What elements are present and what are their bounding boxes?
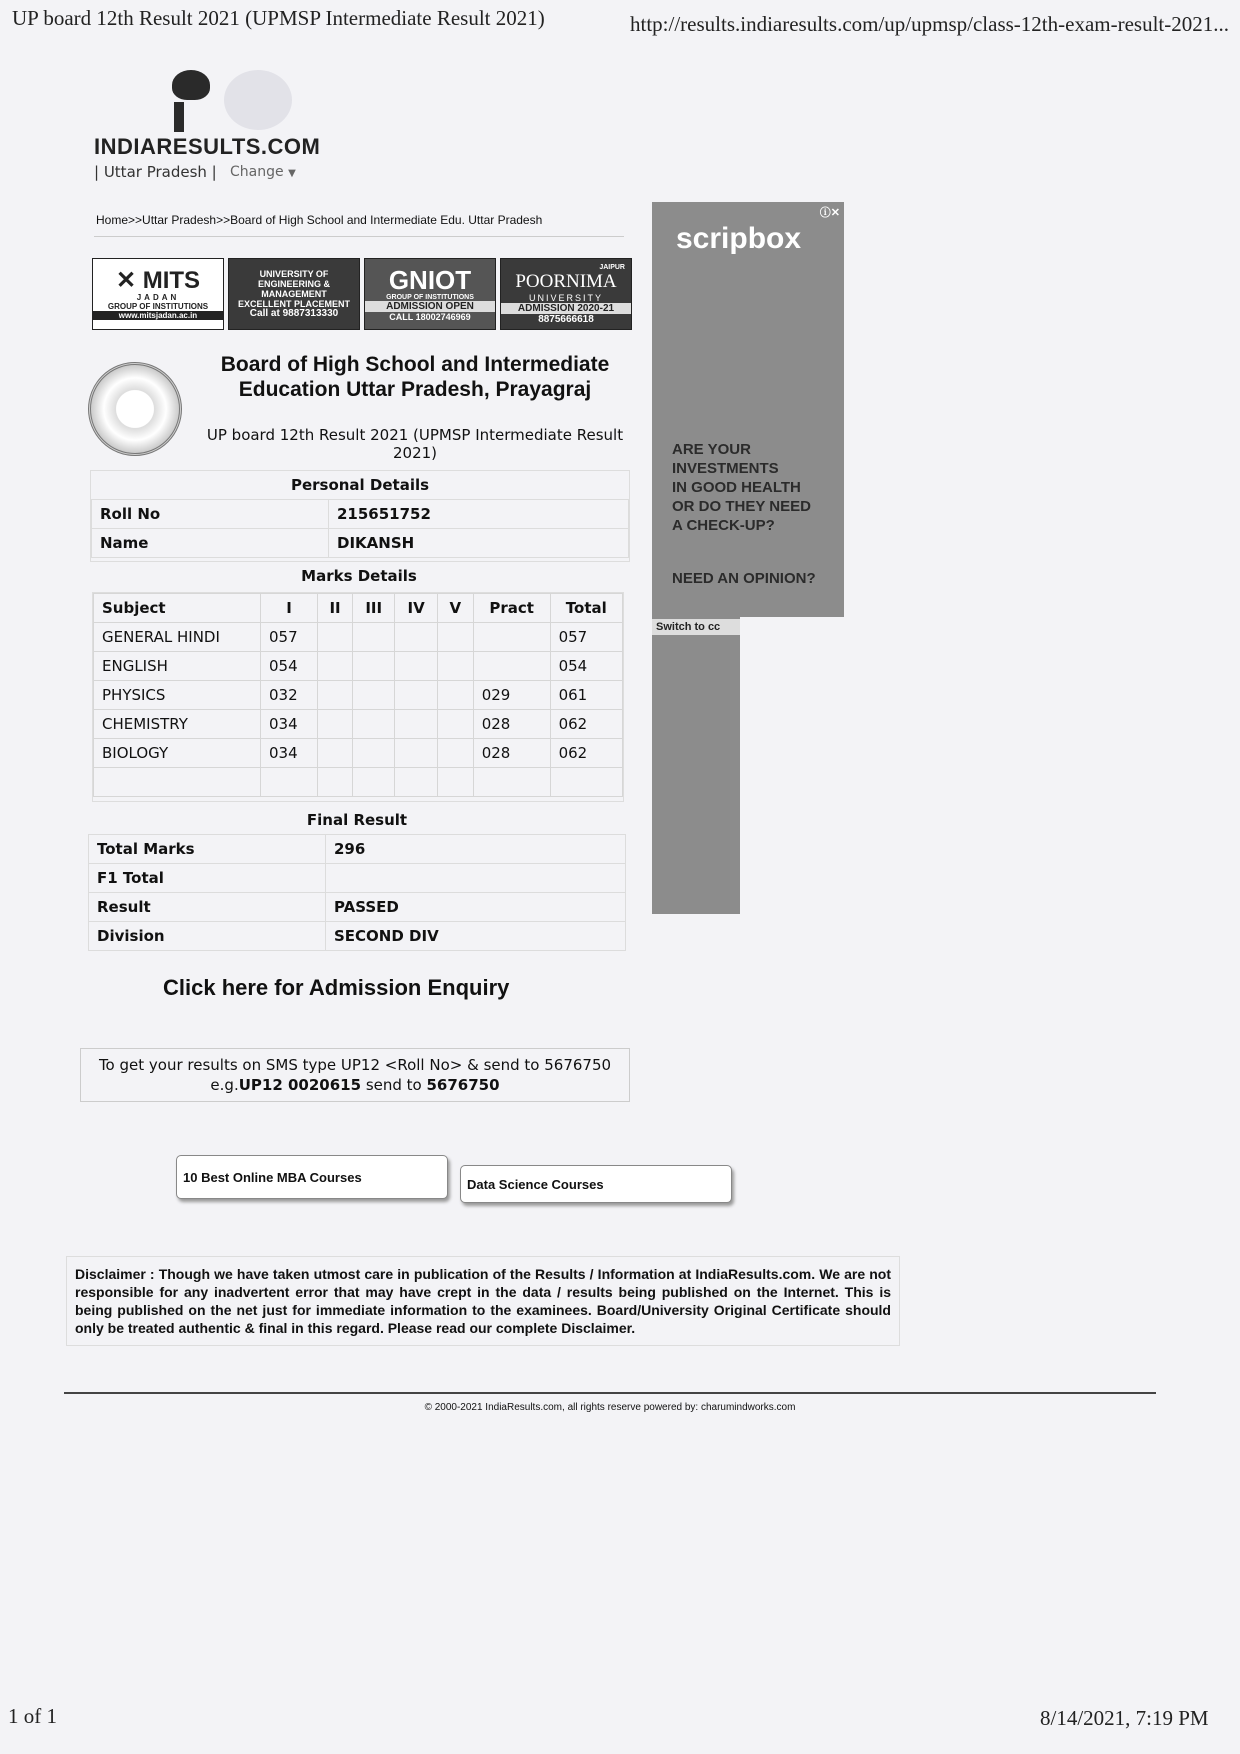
marks-cell [353,652,395,681]
mits-group: GROUP OF INSTITUTIONS [107,301,209,311]
change-label: Change [230,164,284,180]
subtitle-line1: UP board 12th Result 2021 (UPMSP Intermediate Result [206,426,624,444]
marks-cell [437,710,473,739]
table-row [94,623,623,652]
marks-col-header: II [317,594,352,623]
breadcrumb-sep: >> [128,213,143,227]
copyright: © 2000-2021 IndiaResults.com, all rights reserve powered by: charumindworks.com [424,1402,796,1413]
marks-cell [353,739,395,768]
breadcrumb-state[interactable]: Uttar Pradesh [142,213,217,227]
marks-cell: 032 [261,681,318,710]
logo-head-icon [172,70,210,100]
marks-cell: 028 [473,710,550,739]
gniot-phone: CALL 18002746969 [389,312,471,322]
sms-line2 [81,1075,629,1095]
ad-line3: IN GOOD HEALTH [672,479,801,496]
table-row [94,710,623,739]
ad-cta: NEED AN OPINION? [672,570,816,587]
sms-line1: To get your results on SMS type UP12 <Roll No> & send to 5676750 [98,1056,612,1074]
gniot-name: GNIOT [388,265,472,295]
data-science-courses-button[interactable]: Data Science Courses [460,1165,732,1203]
marks-cell: 062 [550,739,622,768]
print-url: http://results.indiaresults.com/up/upmsp/class-12th-exam-result-2021... [630,12,1229,36]
subject-cell: CHEMISTRY [94,710,261,739]
marks-cell: 061 [550,681,622,710]
marks-cell [473,652,550,681]
marks-cell: 029 [473,681,550,710]
mba-courses-button[interactable]: 10 Best Online MBA Courses [176,1155,448,1199]
table-row [89,864,626,893]
result-label: Result [89,893,326,922]
personal-details-table [91,499,629,558]
total-marks-label: Total Marks [89,835,326,864]
scripbox-brand: scripbox [676,222,802,255]
mits-sub: JADAN [136,292,180,302]
sms-info-box [80,1048,630,1102]
marks-cell: 062 [550,710,622,739]
marks-cell [395,652,438,681]
marks-cell [317,739,352,768]
uem-phone: Call at 9887313330 [249,308,339,319]
sms-example-prefix: e.g. [210,1076,239,1094]
breadcrumb-home[interactable]: Home [96,213,129,227]
disclaimer: Disclaimer : Though we have taken utmost care in publication of the Results / Information at IndiaResults.com. We are not responsible for any inadvertent error that may have crept in the data / results being published on the Internet. This is being published on the net just for immediate information to the examinees. Board/University Original Certificate should only be treated authentic & final in this regard. Please read our complete Disclaimer. [66,1256,900,1346]
sms-example-number: 5676750 [426,1076,500,1094]
name-value: DIKANSH [329,529,629,558]
marks-col-header: V [437,594,473,623]
uem-ad[interactable] [228,258,360,330]
personal-details-heading: Personal Details [290,476,430,494]
empty-cell [261,768,318,797]
board-title-line1: Board of High School and Intermediate [220,353,610,376]
result-value: PASSED [326,893,626,922]
empty-cell [353,768,395,797]
sms-example-mid: send to [361,1076,427,1094]
uem-line4: EXCELLENT PLACEMENT [237,299,350,309]
marks-header-row [94,594,623,623]
poornima-name: POORNIMA [515,270,617,292]
final-result-panel [88,834,626,951]
ad-line2: INVESTMENTS [672,460,779,477]
marks-col-header: Subject [94,594,261,623]
empty-cell [317,768,352,797]
marks-cell: 057 [550,623,622,652]
poornima-tag: JAIPUR [599,263,625,271]
table-row [92,529,629,558]
mits-url: www.mitsjadan.ac.in [93,311,223,320]
state-map-icon [224,70,292,130]
gniot-line: ADMISSION OPEN [365,301,495,312]
marks-details-heading: Marks Details [301,567,417,585]
ad-strip [92,258,632,330]
subject-cell: GENERAL HINDI [94,623,261,652]
gniot-sub: GROUP OF INSTITUTIONS [386,294,474,301]
roll-value: 215651752 [329,500,629,529]
marks-cell: 054 [550,652,622,681]
uem-line2: ENGINEERING & [257,279,330,289]
table-row [89,835,626,864]
result-subtitle [190,426,640,462]
marks-cell [395,623,438,652]
marks-cell: 034 [261,739,318,768]
mits-ad[interactable] [92,258,224,330]
caret-down-icon: ▼ [288,168,296,179]
footer-divider [64,1392,1156,1394]
personal-details-panel [90,470,630,562]
marks-col-header: III [353,594,395,623]
marks-col-header: Total [550,594,622,623]
table-row [94,681,623,710]
final-result-table [88,834,626,951]
marks-col-header: IV [395,594,438,623]
ad-line5: A CHECK-UP? [672,517,775,534]
ad-switch-panel [652,617,740,914]
empty-cell [550,768,622,797]
mits-name: MITS [142,266,201,294]
subject-cell: BIOLOGY [94,739,261,768]
marks-cell [437,739,473,768]
sms-example-code: UP12 0020615 [238,1076,362,1094]
empty-cell [395,768,438,797]
up-government-seal [88,362,182,456]
empty-cell [473,768,550,797]
uem-line1: UNIVERSITY OF [259,269,329,279]
print-page-title: UP board 12th Result 2021 (UPMSP Intermediate Result 2021) [12,6,545,30]
breadcrumb-board[interactable]: Board of High School and Intermediate Edu. Uttar Pradesh [230,213,543,227]
change-state-link[interactable] [230,164,296,180]
marks-cell [353,623,395,652]
mits-star-icon: ✕ [115,266,137,294]
marks-cell [395,739,438,768]
state-label: | Uttar Pradesh | [94,163,217,181]
marks-cell [437,652,473,681]
ad-line1: ARE YOUR [672,441,751,458]
breadcrumb-sep: >> [216,213,231,227]
poornima-phone: 8875666618 [538,313,594,325]
marks-cell: 054 [261,652,318,681]
scripbox-ad[interactable] [652,202,844,617]
subject-cell: ENGLISH [94,652,261,681]
division-value: SECOND DIV [326,922,626,951]
marks-cell [353,710,395,739]
board-title [190,352,640,402]
marks-cell [353,681,395,710]
uem-line3: MANAGEMENT [261,289,327,299]
ad-close-icon[interactable]: ⓘ✕ [819,207,840,219]
marks-cell [395,710,438,739]
subject-cell: PHYSICS [94,681,261,710]
marks-table [93,593,623,797]
marks-cell: 028 [473,739,550,768]
marks-panel [92,592,624,802]
roll-label: Roll No [92,500,329,529]
breadcrumb-divider [94,236,624,237]
logo-bar-icon [174,102,184,132]
table-row [89,922,626,951]
name-label: Name [92,529,329,558]
marks-cell: 034 [261,710,318,739]
marks-cell [473,623,550,652]
site-logo[interactable]: INDIARESULTS.COM [94,134,321,159]
marks-cell: 057 [261,623,318,652]
marks-col-header: Pract [473,594,550,623]
ad-line4: OR DO THEY NEED [672,498,811,515]
poornima-ad[interactable] [500,258,632,330]
table-row [89,893,626,922]
f1-total-value [326,864,626,893]
marks-cell [317,623,352,652]
breadcrumb [96,213,542,227]
print-page-number: 1 of 1 [8,1704,57,1728]
subtitle-line2: 2021) [392,444,438,462]
print-datetime: 8/14/2021, 7:19 PM [1040,1706,1209,1730]
f1-total-label: F1 Total [89,864,326,893]
marks-cell [395,681,438,710]
empty-cell [437,768,473,797]
marks-col-header: I [261,594,318,623]
marks-cell [317,681,352,710]
total-marks-value: 296 [326,835,626,864]
poornima-sub: UNIVERSITY [528,292,603,303]
marks-cell [317,710,352,739]
gniot-ad[interactable] [364,258,496,330]
table-row [94,768,623,797]
empty-cell [94,768,261,797]
board-title-line2: Education Uttar Pradesh, Prayagraj [238,378,592,401]
poornima-line: ADMISSION 2020-21 [501,303,631,314]
table-row [92,500,629,529]
table-row [94,739,623,768]
marks-cell [437,623,473,652]
marks-cell [437,681,473,710]
scripbox-message [672,440,811,535]
marks-cell [317,652,352,681]
admission-enquiry-link[interactable]: Click here for Admission Enquiry [163,975,510,1000]
table-row [94,652,623,681]
division-label: Division [89,922,326,951]
final-result-heading: Final Result [306,811,408,829]
switch-link[interactable]: Switch to cc [652,619,740,635]
